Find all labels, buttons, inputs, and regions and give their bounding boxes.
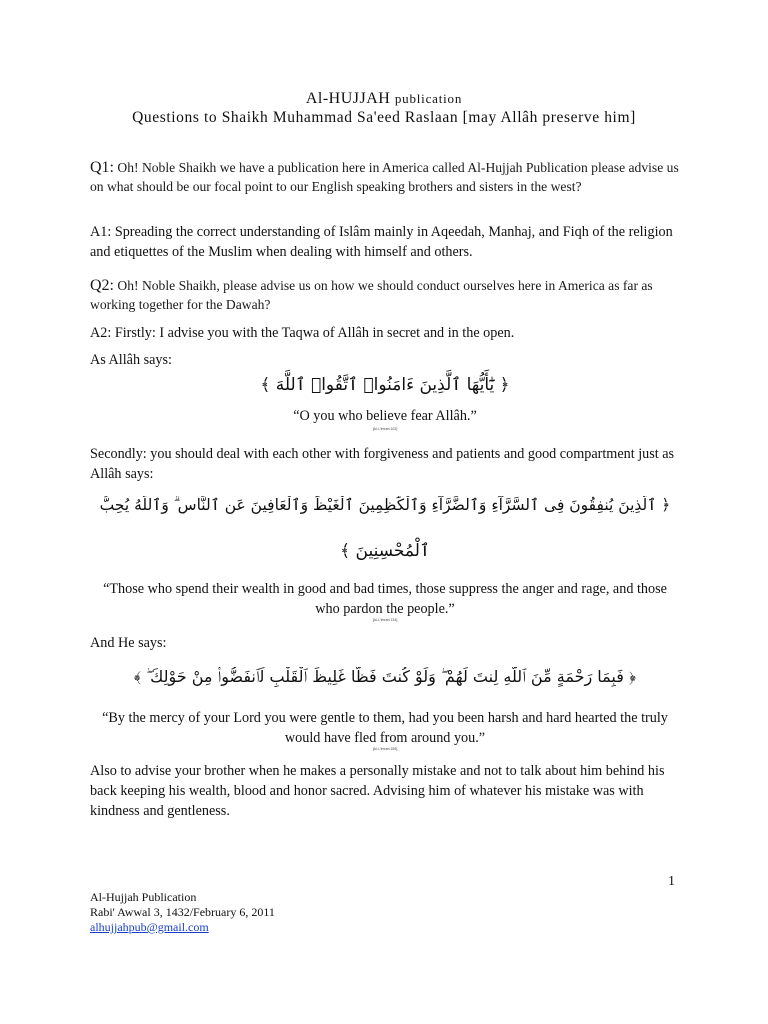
secondly-paragraph: Secondly: you should deal with each other with forgiveness and patients and good compartment just as Allâh says: — [90, 446, 675, 482]
verse-3-translation: “By the mercy of your Lord you were gentle to them, had you been harsh and hard hearted the truly would have fled from around you.” — [102, 710, 668, 746]
verse-2-arabic-line1: ﴿ ٱلَّذِينَ يُنفِقُونَ فِى ٱلسَّرَّآءِ وَٱلضَّرَّآءِ وَٱلْكَٰظِمِينَ ٱلْغَيْظَ وَٱلْعَافِينَ عَنِ ٱلنَّاسِ ۗ وَٱللَّهُ يُحِبُّ — [99, 496, 671, 514]
page-title — [0, 90, 768, 108]
footer-publisher: Al-Hujjah Publication — [90, 890, 197, 904]
question-2 — [90, 276, 680, 314]
question-1-text: Oh! Noble Shaikh we have a publication here in America called Al-Hujjah Publication please advise us on what should be our focal point to our English speaking brothers and sisters in the west? — [90, 160, 679, 194]
answer-1: A1: Spreading the correct understanding of Islâm mainly in Aqeedah, Manhaj, and Fiqh of the religion and etiquettes of the Muslim when dealing with himself and others. — [90, 224, 673, 260]
and-he-says: And He says: — [90, 635, 167, 651]
footer-email-link[interactable]: alhujjahpub@gmail.com — [90, 920, 209, 934]
title-main: Al-HUJJAH — [305, 90, 391, 107]
title-small: publication — [394, 91, 463, 106]
answer-2-line2: As Allâh says: — [90, 352, 172, 368]
question-2-label: Q2: — [90, 277, 114, 294]
footer — [90, 890, 275, 935]
question-2-text: Oh! Noble Shaikh, please advise us on how we should conduct ourselves here in America as far as working together for the Dawah? — [90, 278, 653, 312]
verse-2-reference: [Al-i-'Imran 134] — [372, 618, 398, 622]
verse-3-arabic: ﴿ فَبِمَا رَحْمَةٍ مِّنَ ٱللَّهِ لِنتَ لَهُمْ ۖ وَلَوْ كُنتَ فَظًّا غَلِيظَ ٱلْقَلْبِ لَٱنفَضُّوا۟ مِنْ حَوْلِكَ ۖ ﴾ — [133, 667, 637, 686]
verse-2-arabic-line2: ٱلْمُحْسِنِينَ ﴾ — [340, 541, 430, 561]
question-1 — [90, 158, 680, 196]
verse-1-reference: [Al-i-'Imran 102] — [372, 427, 398, 431]
verse-1-arabic: ﴿ يَٰٓأَيُّهَا ٱلَّذِينَ ءَامَنُوا۟ ٱتَّقُوا۟ ٱللَّهَ ﴾ — [260, 375, 510, 395]
question-1-label: Q1: — [90, 159, 114, 176]
answer-2-line1: A2: Firstly: I advise you with the Taqwa of Allâh in secret and in the open. — [90, 325, 515, 341]
verse-1-translation: “O you who believe fear Allâh.” — [293, 408, 477, 424]
verse-3-reference: [Al-i-'Imran 159] — [372, 747, 398, 751]
page-number: 1 — [668, 874, 675, 889]
page-subtitle: Questions to Shaikh Muhammad Sa'eed Raslaan [may Allâh preserve him] — [132, 109, 636, 126]
verse-2-translation: “Those who spend their wealth in good and bad times, those suppress the anger and rage, and those who pardon the people.” — [103, 581, 667, 617]
closing-paragraph: Also to advise your brother when he makes a personally mistake and not to talk about him behind his back keeping his wealth, blood and honor sacred. Advising him of whatever his mistake was with kindness and gentleness. — [90, 763, 665, 819]
footer-date: Rabi' Awwal 3, 1432/February 6, 2011 — [90, 905, 275, 919]
